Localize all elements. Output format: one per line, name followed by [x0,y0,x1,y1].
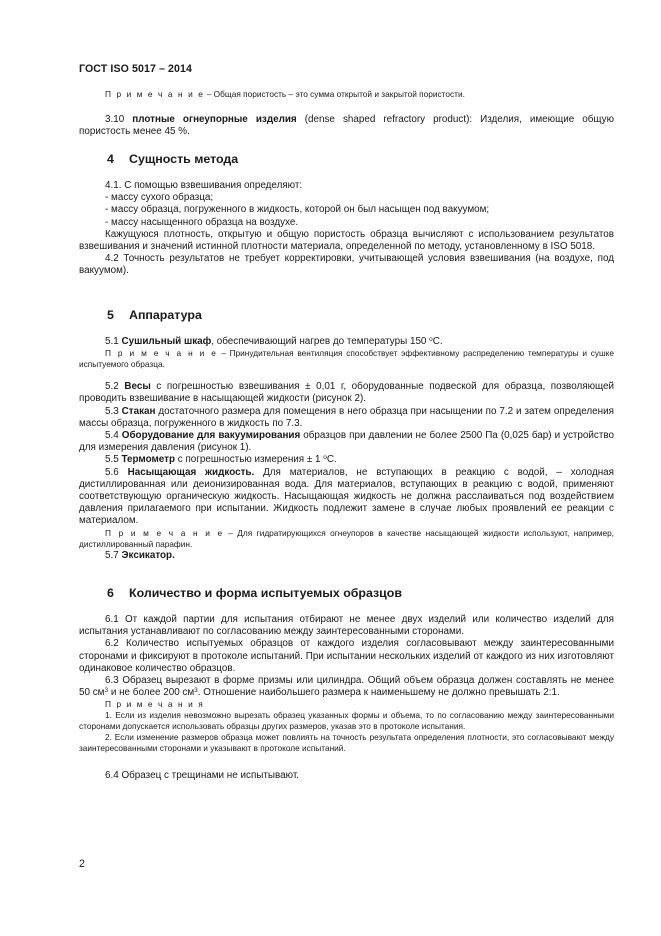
definition-3-10 [79,114,614,138]
paragraph-6-1: 6.1 От каждой партии для испытания отбирают не менее двух изделий или количество изделий для испытания устанавливают по согласованию между заинтересованными сторонами. [79,614,614,638]
paragraph-4-1-intro: 4.1. С помощью взвешивания определяют: [105,180,303,191]
paragraph-6-4: 6.4 Образец с трещинами не испытывают. [105,770,300,782]
list-item: - массу образца, погруженного в жидкость, которой он был насыщен под вакуумом; [105,204,490,216]
definition-term: плотные огнеупорные изделия [132,114,297,125]
note-label: П р и м е ч а н и е [105,89,205,99]
paragraph-5-4: 5.4 Оборудование для вакуумирования образцов при давлении не более 2500 Па (0,025 бар) и устройство для измерения давления (рисунок 1). [79,430,614,454]
paragraph-6-2: 6.2 Количество испытуемых образцов от каждого изделия согласовывают между заинтересованными сторонами и фиксируют в протоколе испытаний. При испытании нескольких изделий от каждого из них изготовляют одинаковое количество образцов. [79,638,614,674]
paragraph-5-1: 5.1 Сушильный шкаф, обеспечивающий нагрев до температуры 150 $^o$C. [105,336,443,347]
section-4-heading: 4 Сущность метода [107,152,239,166]
paragraph-5-3: 5.3 Стакан достаточного размера для помещения в него образца при насыщении по 7.2 и затем определения массы образца, погруженного в жидкость по 7.3. [79,405,614,429]
section-5-body [79,336,614,562]
paragraph-4-2: 4.2 Точность результатов не требует корректировки, учитывающей условия взвешивания (на воздухе, под вакуумом). [79,253,614,277]
paragraph-4-1-text: Кажущуюся плотность, открытую и общую пористость образца вычисляют с использованием результатов взвешивания и значений истинной плотности материала, определенной по методу, установленному в ISO 5018. [79,228,614,253]
note-total-porosity [79,89,614,100]
document-header: ГОСТ ISO 5017 – 2014 [79,63,193,75]
section-6-body [79,614,614,783]
paragraph-5-2: 5.2 Весы с погрешностью взвешивания ± 0,01 г, оборудованные подвеской для образца, позволяющей проводить взвешивание в насыщающей жидкости (рисунок 2). [79,381,614,405]
clause-number: 3.10 [105,114,133,125]
paragraph-5-5: 5.5 Термометр с погрешностью измерения ± 1 $^о$С. [105,454,337,466]
list-item: - массу насыщенного образца на воздухе. [105,216,299,228]
paragraph-5-7: 5.7 Эксикатор. [105,549,175,561]
note-item: 1. Если из изделия невозможно вырезать образец указанных формы и объема, то по согласованию между заинтересованными сторонами допускается использовать образцы других размеров, указав это в протоколе испытания. [79,710,614,732]
section-5-heading: 5 Аппаратура [107,308,202,322]
paragraph-6-3: 6.3 Образец вырезают в форме призмы или цилиндра. Общий объем образца должен составлять не менее 50 $см^3$ и не более 200 $см^3$. Отношение наибольшего размера к наименьшему не должно превышать 2:1. [79,675,614,699]
note-5-1: П р и м е ч а н и е – Принудительная вентиляция способствует эффективному распределению температуры и сушке испытуемого образца. [79,348,614,370]
paragraph-5-6: 5.6 Насыщающая жидкость. Для материалов, не вступающих в реакцию с водой, – холодная дистиллированная или деионизированная вода. Для материалов, вступающих в реакцию с водой, применяют соответствующую органическую жидкость. Насыщающая жидкость не должна расслаиваться под воздействием давления прилагаемого при испытании. Жидкость подлежит замене в случае любых проявлений ее реакции с материалом. [79,466,615,527]
note-text: – Общая пористость – это сумма открытой и закрытой пористости. [204,89,465,99]
definition-text: (dense shaped refractory product): Изделия, имеющие общую пористость менее 45 %. [79,114,614,138]
note-5-6: П р и м е ч а н и е – Для гидратирующихся огнеупоров в качестве насыщающей жидкости используют, например, дистиллированный парафин. [79,527,614,549]
section-4-body [79,180,614,278]
section-6-heading: 6 Количество и форма испытуемых образцов [107,586,402,600]
note-item: 2. Если изменение размеров образца может повлиять на точность результата определения плотности, это согласовывают между заинтересованными сторонами и указывают в протоколе испытаний. [79,732,614,754]
list-item: - массу сухого образца; [105,192,214,204]
notes-label: П р и м е ч а н и я [105,699,205,710]
page-number: 2 [79,858,85,870]
